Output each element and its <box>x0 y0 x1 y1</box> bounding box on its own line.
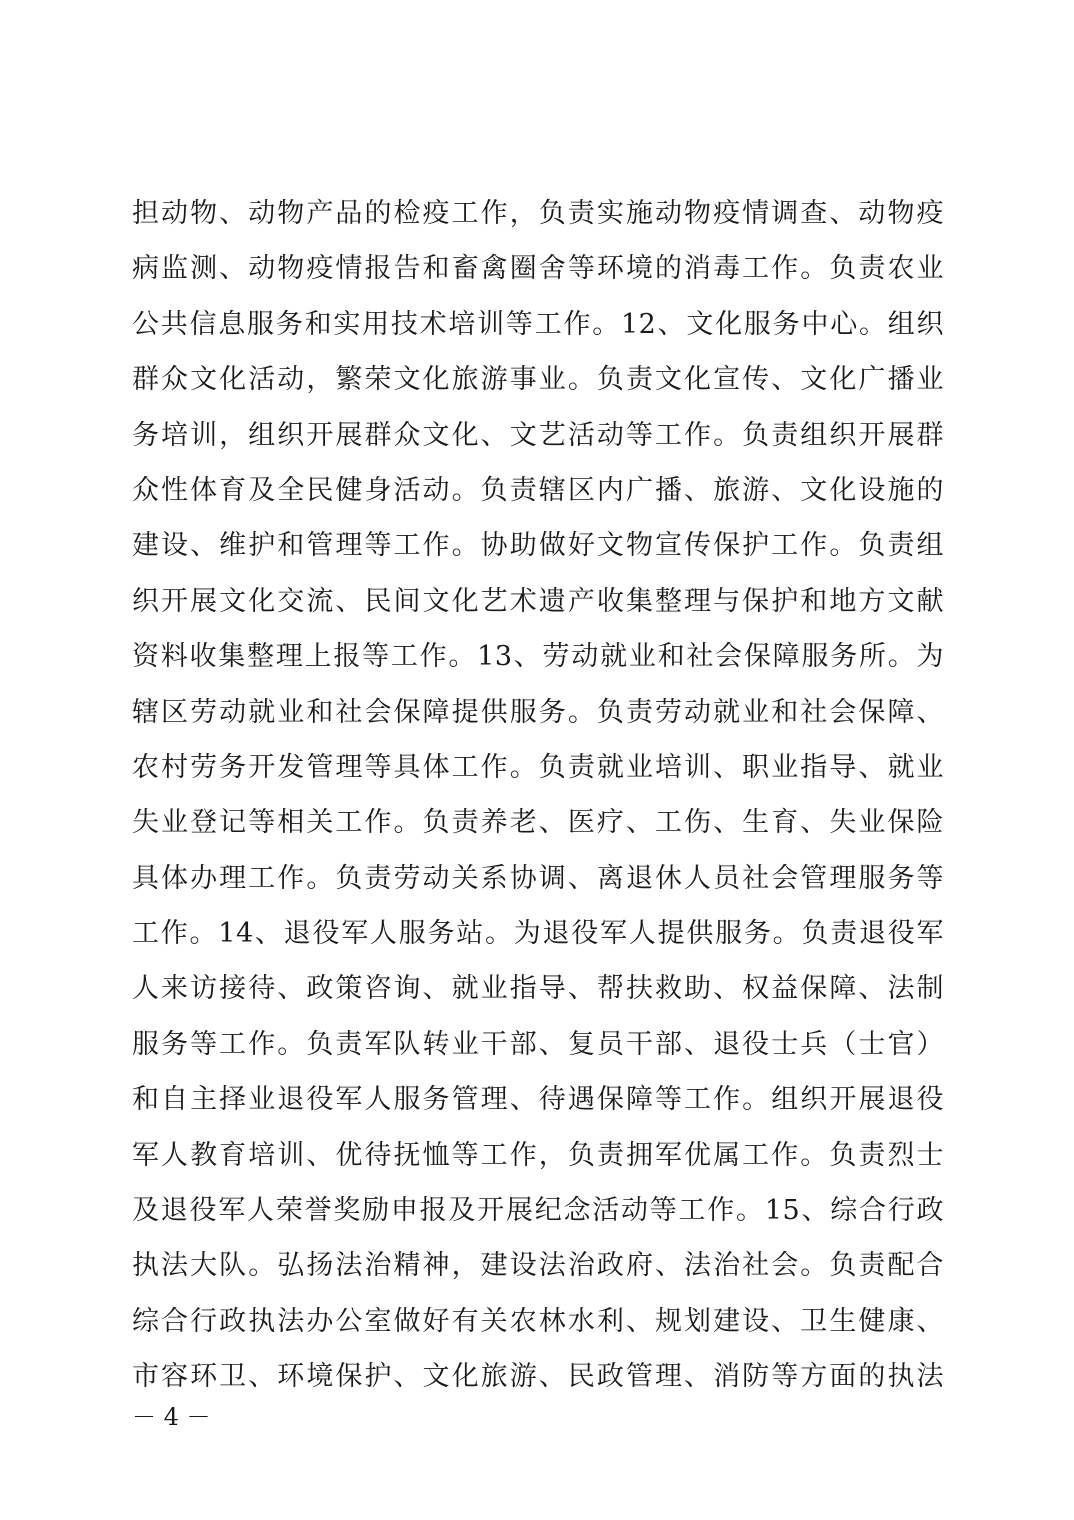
page-number: － 4 － <box>132 1403 211 1431</box>
text-line: 辖区劳动就业和社会保障提供服务。负责劳动就业和社会保障、 <box>132 696 944 728</box>
text-line: 建设、维护和管理等工作。协助做好文物宣传保护工作。负责组 <box>132 530 944 562</box>
text-line: 农村劳务开发管理等具体工作。负责就业培训、职业指导、就业 <box>132 751 944 783</box>
text-line: 务培训，组织开展群众文化、文艺活动等工作。负责组织开展群 <box>132 419 944 451</box>
text-line: 市容环卫、环境保护、文化旅游、民政管理、消防等方面的执法 <box>132 1361 944 1393</box>
text-line: 织开展文化交流、民间文化艺术遗产收集整理与保护和地方文献 <box>132 585 944 617</box>
text-line: 服务等工作。负责军队转业干部、复员干部、退役士兵（士官） <box>132 1028 944 1060</box>
text-line: 资料收集整理上报等工作。13、劳动就业和社会保障服务所。为 <box>132 641 944 673</box>
body-text <box>132 186 944 1405</box>
text-line: 人来访接待、政策咨询、就业指导、帮扶救助、权益保障、法制 <box>132 973 944 1005</box>
text-line: 及退役军人荣誉奖励申报及开展纪念活动等工作。15、综合行政 <box>132 1195 944 1227</box>
text-line: 执法大队。弘扬法治精神，建设法治政府、法治社会。负责配合 <box>132 1250 944 1282</box>
text-line: 群众文化活动，繁荣文化旅游事业。负责文化宣传、文化广播业 <box>132 364 944 396</box>
text-line: 病监测、动物疫情报告和畜禽圈舍等环境的消毒工作。负责农业 <box>132 253 944 285</box>
text-line: 众性体育及全民健身活动。负责辖区内广播、旅游、文化设施的 <box>132 474 944 506</box>
text-line: 工作。14、退役军人服务站。为退役军人提供服务。负责退役军 <box>132 918 944 950</box>
text-line: 公共信息服务和实用技术培训等工作。12、文化服务中心。组织 <box>132 308 944 340</box>
text-line: 和自主择业退役军人服务管理、待遇保障等工作。组织开展退役 <box>132 1084 944 1116</box>
text-line: 担动物、动物产品的检疫工作，负责实施动物疫情调查、动物疫 <box>132 198 944 229</box>
text-line: 综合行政执法办公室做好有关农林水利、规划建设、卫生健康、 <box>132 1305 944 1337</box>
text-line: 失业登记等相关工作。负责养老、医疗、工伤、生育、失业保险 <box>132 807 944 839</box>
text-line: 具体办理工作。负责劳动关系协调、离退休人员社会管理服务等 <box>132 862 944 894</box>
text-line: 军人教育培训、优待抚恤等工作，负责拥军优属工作。负责烈士 <box>132 1139 944 1171</box>
